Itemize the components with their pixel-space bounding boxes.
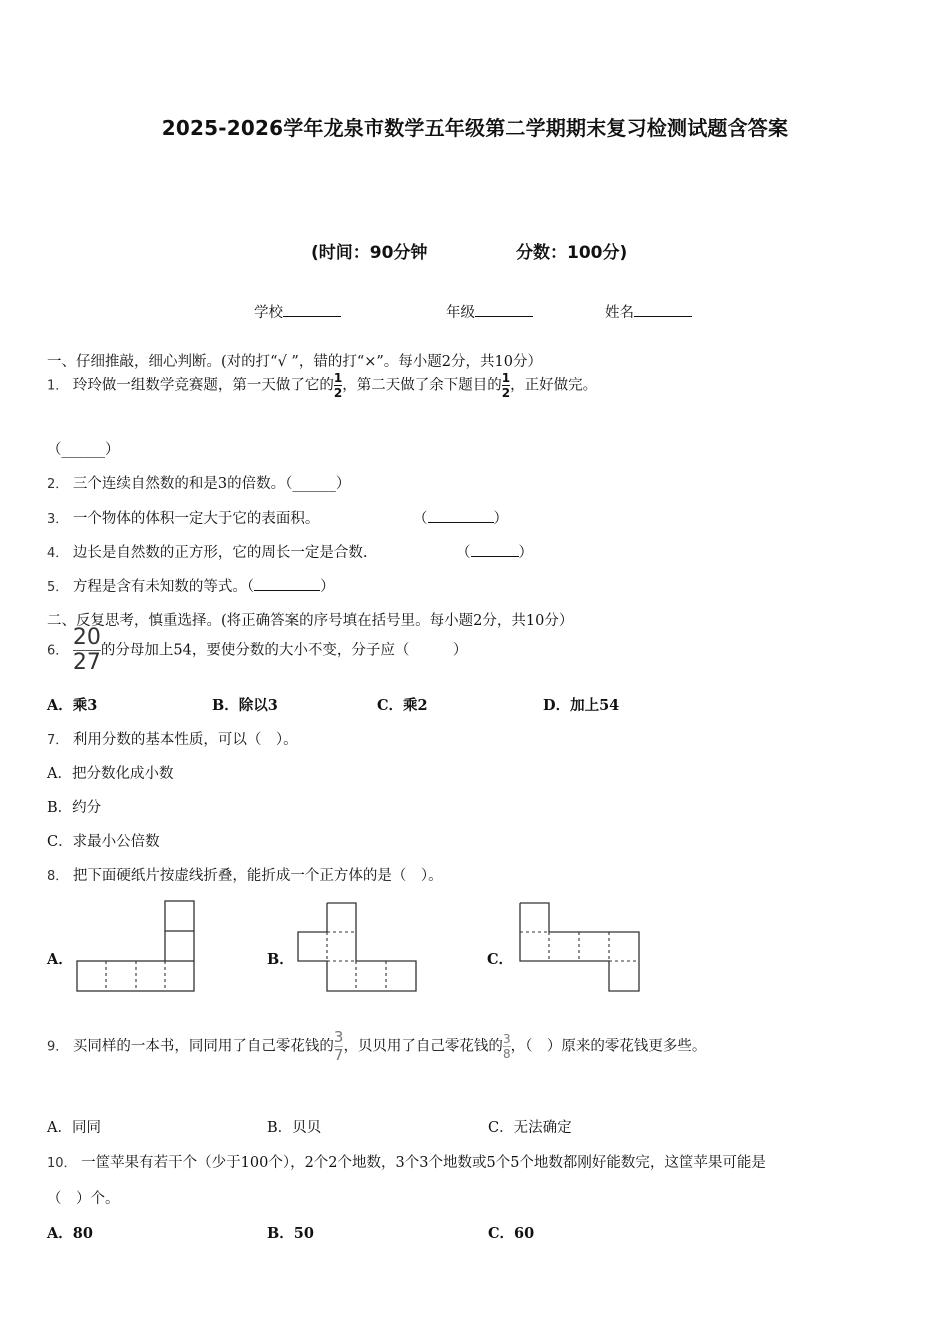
q7-number: 7．	[47, 733, 69, 748]
q7-option-b[interactable]: B．约分	[47, 800, 102, 816]
q9-text-part1: 买同样的一本书，同同用了自己零花钱的	[72, 1038, 334, 1055]
grade-blank[interactable]	[475, 302, 533, 317]
question-2	[47, 472, 350, 493]
q6-option-d[interactable]: D．加上54	[543, 697, 620, 714]
exam-score: 分数：100分)	[516, 243, 628, 263]
q5-text: 方程是含有未知数的等式。（	[72, 579, 255, 595]
q1-text-part1: 玲玲做一组数学竞赛题，第一天做了它的	[72, 377, 334, 394]
q8-option-c-label[interactable]: C．	[487, 951, 514, 968]
q7-option-a[interactable]: A．把分数化成小数	[47, 766, 174, 782]
q9-number: 9．	[47, 1039, 69, 1055]
q1-fraction-2: $\frac{1}{2}$	[501, 371, 511, 400]
q6-option-a[interactable]: A．乘3	[47, 697, 98, 714]
q4-number: 4．	[47, 546, 69, 561]
question-9	[47, 1030, 706, 1063]
page-title: 2025-2026学年龙泉市数学五年级第二学期期末复习检测试题含答案	[161, 116, 789, 140]
q1-text-part2: ，第二天做了余下题目的	[342, 377, 502, 394]
q2-text: 三个连续自然数的和是3的倍数。（______）	[72, 476, 351, 492]
q2-number: 2．	[47, 477, 69, 492]
q7-option-c[interactable]: C．求最小公倍数	[47, 834, 160, 850]
question-3	[47, 507, 319, 528]
q8-net-a-figure	[74, 898, 200, 996]
question-1	[47, 372, 597, 399]
q6-option-b[interactable]: B．除以3	[212, 697, 278, 714]
q10-text-line2: （ ）个。	[47, 1191, 120, 1207]
q3-number: 3．	[47, 512, 69, 527]
q5-number: 5．	[47, 580, 69, 595]
q4-text: 边长是自然数的正方形，它的周长一定是合数.	[72, 545, 368, 561]
question-5: 5． 方程是含有未知数的等式。（ ）	[47, 579, 335, 595]
q4-answer-blank[interactable]: （ ）	[456, 545, 533, 561]
q6-number: 6．	[47, 643, 69, 659]
school-blank[interactable]	[283, 302, 341, 317]
section1-header: 一、仔细推敲，细心判断。(对的打“√ ”，错的打“×”。每小题2分，共10分）	[47, 354, 542, 370]
question-4	[47, 541, 368, 562]
q3-text: 一个物体的体积一定大于它的表面积。	[72, 511, 320, 527]
q1-fraction-1: $\frac{1}{2}$	[333, 371, 343, 400]
q9-option-a[interactable]: A．同同	[47, 1120, 101, 1136]
section2-header: 二、反复思考，慎重选择。(将正确答案的序号填在括号里。每小题2分，共10分）	[47, 613, 574, 629]
name-label: 姓名	[605, 305, 634, 321]
q10-option-b[interactable]: B．50	[267, 1225, 314, 1242]
grade-label: 年级	[446, 305, 475, 321]
q10-option-c[interactable]: C．60	[488, 1225, 535, 1242]
q10-text-line1: 一筐苹果有若干个（少于100个），2个2个地数，3个3个地数或5个5个地数都刚好能数完，这筐苹果可能是	[81, 1155, 766, 1171]
question-10	[47, 1151, 766, 1172]
q10-number: 10．	[47, 1156, 77, 1171]
school-field[interactable]	[254, 301, 341, 322]
question-8	[47, 864, 443, 885]
q5-answer-blank[interactable]	[254, 578, 320, 591]
q9-text-part3: ，（ ）原来的零花钱更多些。	[510, 1038, 707, 1055]
q6-text: 的分母加上54，要使分数的大小不变，分子应（ ）	[100, 642, 468, 659]
name-field[interactable]	[605, 301, 692, 322]
q7-text: 利用分数的基本性质，可以（ ）。	[72, 732, 298, 748]
q8-number: 8．	[47, 869, 69, 884]
q8-text: 把下面硬纸片按虚线折叠，能折成一个正方体的是（ ）。	[72, 868, 443, 884]
question-6	[47, 627, 467, 674]
q10-option-a[interactable]: A．80	[47, 1225, 93, 1242]
q1-answer-blank[interactable]: （______）	[47, 442, 120, 458]
q1-number: 1．	[47, 378, 69, 394]
q3-answer-blank[interactable]: （ ）	[413, 511, 508, 527]
school-label: 学校	[254, 305, 283, 321]
q9-option-c[interactable]: C．无法确定	[488, 1120, 572, 1136]
q8-net-b-figure	[294, 898, 420, 996]
question-7	[47, 728, 298, 749]
q8-net-c-figure	[515, 898, 645, 996]
exam-time: (时间：90分钟	[311, 243, 428, 263]
grade-field[interactable]	[446, 301, 533, 322]
q9-option-b[interactable]: B．贝贝	[267, 1120, 322, 1136]
q8-option-a-label[interactable]: A．	[47, 951, 73, 968]
q9-fraction-1: $\frac{3}{7}$	[333, 1028, 344, 1064]
q6-fraction: $\frac{20}{27}$	[72, 625, 101, 675]
q1-text-part3: ，正好做完。	[510, 377, 598, 394]
q9-text-part2: ，贝贝用了自己零花钱的	[343, 1038, 503, 1055]
name-blank[interactable]	[634, 302, 692, 317]
q6-option-c[interactable]: C．乘2	[377, 697, 428, 714]
q8-option-b-label[interactable]: B．	[267, 951, 294, 968]
q9-fraction-2: $\frac{3}{8}$	[502, 1032, 511, 1061]
